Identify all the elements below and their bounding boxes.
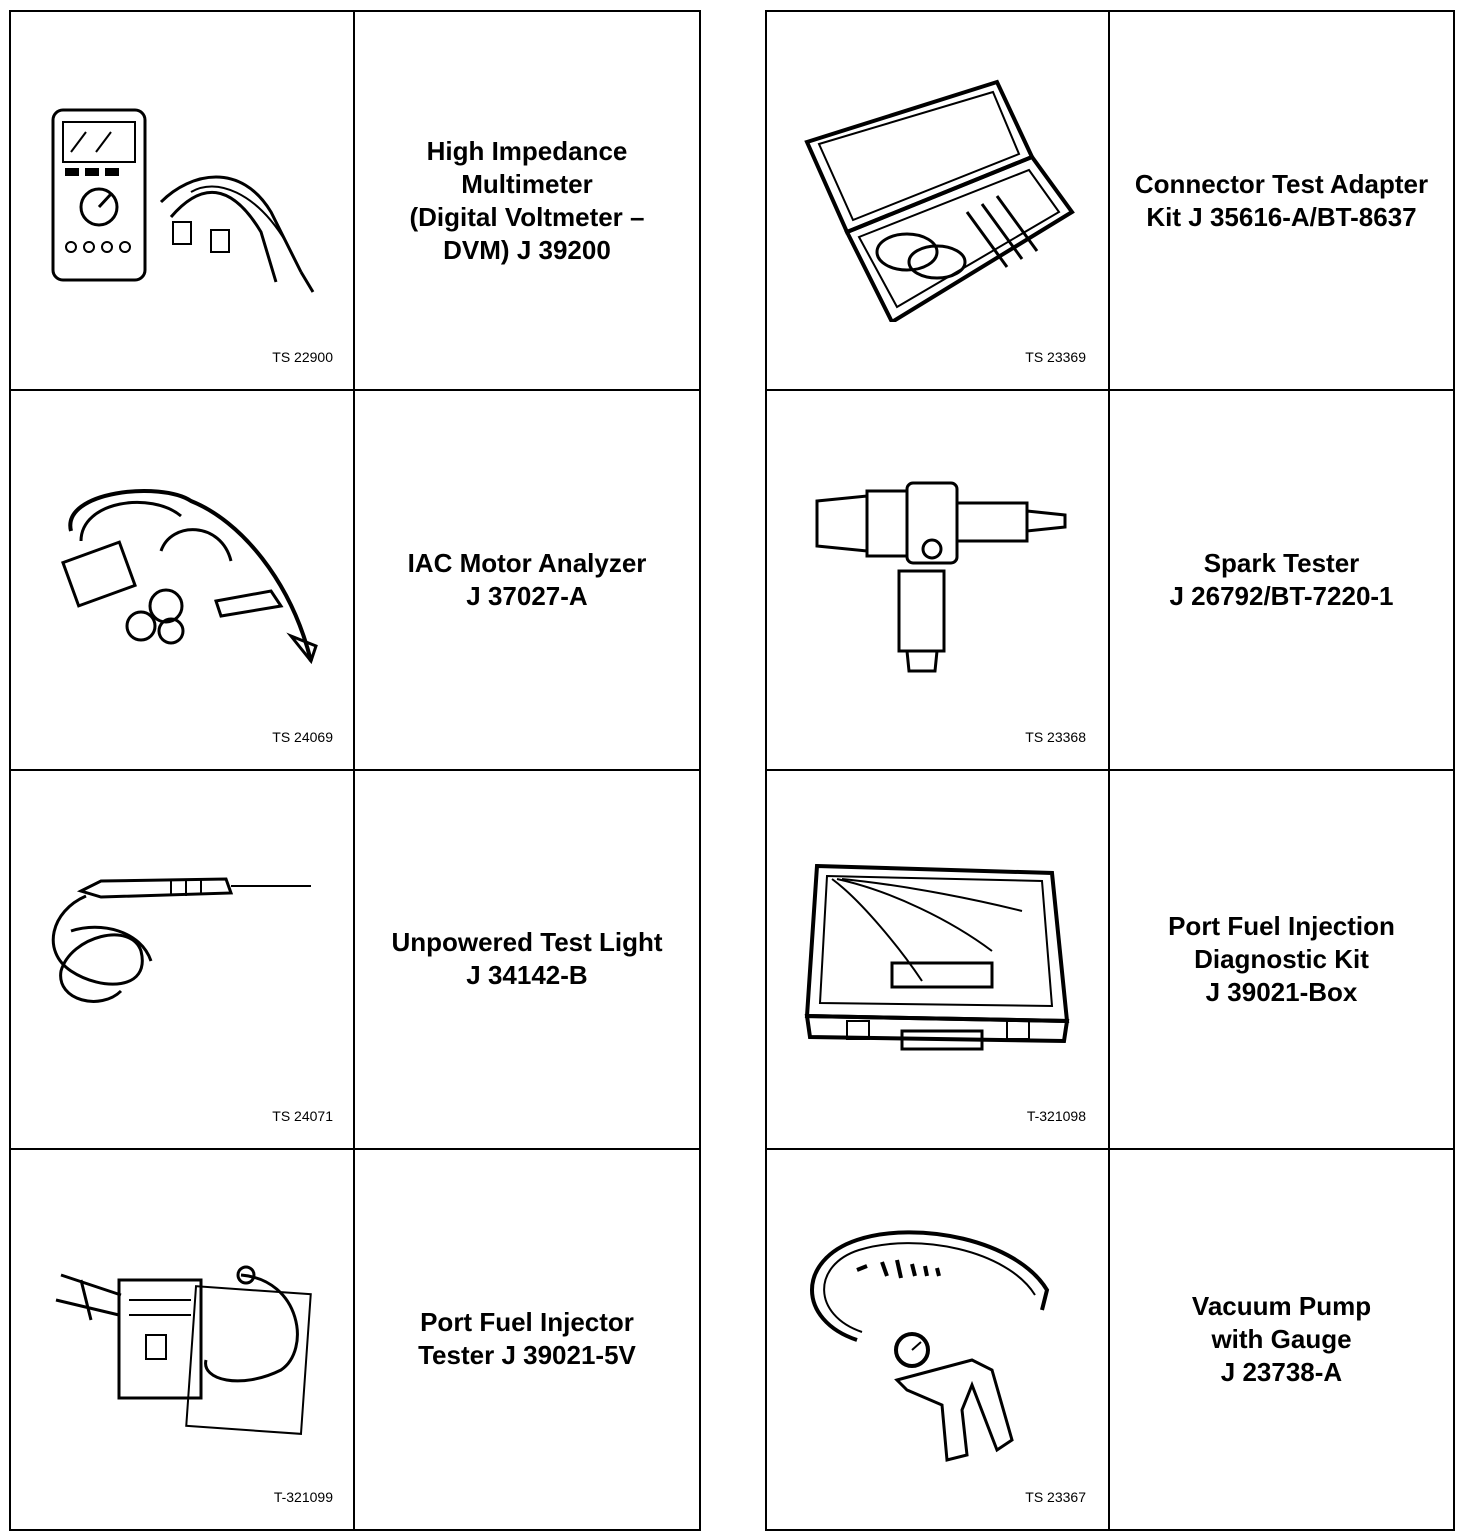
tool-name: Connector Test Adapter Kit J 35616-A/BT-8637 xyxy=(1134,168,1429,232)
tool-description-cell xyxy=(1110,771,1453,1148)
figure-id: TS 24071 xyxy=(272,1107,333,1124)
figure-id: T-321098 xyxy=(1026,1107,1086,1124)
tool-description-cell xyxy=(355,12,699,389)
tool-description-cell xyxy=(355,771,699,1148)
tool-illustration-cell xyxy=(11,1150,355,1529)
figure-id: TS 23367 xyxy=(1025,1489,1086,1505)
tool-table-left xyxy=(9,10,701,1531)
tool-description-cell xyxy=(1110,1150,1453,1529)
tool-row xyxy=(767,12,1453,391)
tool-illustration-cell xyxy=(767,12,1110,389)
iac-analyzer-icon xyxy=(41,461,331,691)
tool-name: Port Fuel Injector Tester J 39021-5V xyxy=(418,1307,636,1371)
tool-illustration-cell xyxy=(767,1150,1110,1529)
test-light-icon xyxy=(41,841,331,1071)
tool-description-cell xyxy=(1110,12,1453,389)
tool-illustration-cell xyxy=(11,12,355,389)
figure-id: TS 22900 xyxy=(272,349,333,366)
tool-description-cell xyxy=(355,391,699,768)
tool-table-right xyxy=(765,10,1455,1531)
adapter-kit-case-icon xyxy=(797,62,1087,322)
figure-id: TS 23368 xyxy=(1025,728,1086,745)
figure-id: TS 23369 xyxy=(1025,349,1086,366)
tool-name: IAC Motor Analyzer J 37027-A xyxy=(407,547,647,611)
tool-description-cell xyxy=(1110,391,1453,768)
tool-row xyxy=(11,1150,699,1529)
tool-illustration-cell xyxy=(767,771,1110,1148)
diagnostic-kit-case-icon xyxy=(802,861,1092,1091)
figure-id: TS 24069 xyxy=(272,728,333,745)
multimeter-icon xyxy=(41,82,331,312)
tool-row xyxy=(11,771,699,1150)
tool-name: Port Fuel Injection Diagnostic Kit J 39021-Box xyxy=(1168,910,1395,1007)
tool-illustration-cell xyxy=(11,771,355,1148)
tool-row xyxy=(11,391,699,770)
tool-illustration-cell xyxy=(767,391,1110,768)
tool-name: Vacuum Pump with Gauge J 23738-A xyxy=(1191,1290,1372,1387)
tool-row xyxy=(767,391,1453,770)
vacuum-pump-icon xyxy=(797,1210,1087,1470)
tool-illustration-cell xyxy=(11,391,355,768)
spark-tester-icon xyxy=(807,471,1097,701)
figure-id: T-321099 xyxy=(273,1489,333,1505)
tool-row xyxy=(767,1150,1453,1529)
tool-row xyxy=(11,12,699,391)
tool-name: High Impedance Multimeter (Digital Voltmeter – DVM) J 39200 xyxy=(409,135,645,265)
tool-name: Unpowered Test Light J 34142-B xyxy=(391,927,663,991)
tool-description-cell xyxy=(355,1150,699,1529)
injector-tester-icon xyxy=(41,1220,331,1450)
tool-row xyxy=(767,771,1453,1150)
tool-name: Spark Tester J 26792/BT-7220-1 xyxy=(1169,547,1394,611)
